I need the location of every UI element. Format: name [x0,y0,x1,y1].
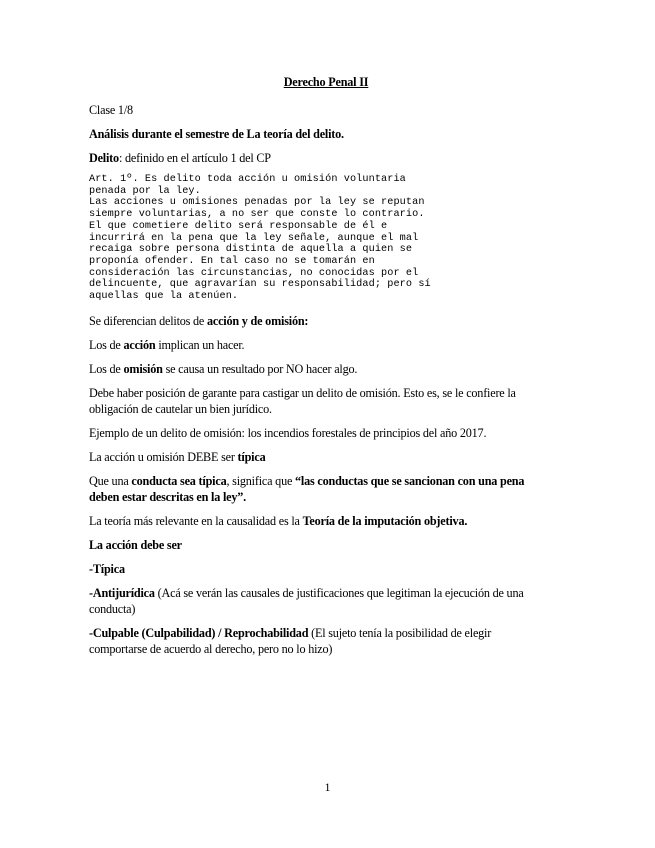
requirement-antijuridica-bold: -Antijurídica [89,585,155,600]
accion-pre: Los de [89,337,124,352]
imputacion-pre: La teoría más relevante en la causalidad es la [89,513,303,528]
analysis-heading [89,126,549,142]
tipica-bold: típica [237,449,266,464]
accion-post: implican un hacer. [155,337,245,352]
page-number: 1 [324,780,331,794]
omision-post: se causa un resultado por NO hacer algo. [162,361,358,376]
requirement-culpable [89,625,549,657]
conducta-pre: Que una [89,473,132,488]
conducta-mid: , significa que [226,473,296,488]
analysis-heading-text: Análisis durante el semestre de La teoría del delito. [89,127,344,141]
imputacion-bold: Teoría de la imputación objetiva. [302,513,468,528]
class-label: Clase 1/8 [89,103,133,117]
garante-paragraph: Debe haber posición de garante para castigar un delito de omisión. Esto es, se le confiere la obligación de cautelar un bien jurídico. [89,385,516,416]
accion-bold: acción [123,337,156,352]
article-quote: Art. 1º. Es delito toda acción u omisión voluntaria penada por la ley. Las acciones u omisiones penadas por la ley se reputan siempre voluntarias, a no ser que conste lo contrario. El que cometiere delito será responsable de él e incurrirá en la pena que la ley señale, aunque el mal recaiga sobre persona distinta de aquella a quien se proponía ofender. En tal caso no se tomarán en consideración las circunstancias, no conocidas por el delincuente, que agravarían su responsabilidad; pero sí aquellas que la atenúen. [89,174,431,303]
requirement-antijuridica [89,585,549,617]
delito-definition [89,150,549,166]
conducta-bold1: conducta sea típica [131,473,227,488]
tipica-pre: La acción u omisión DEBE ser [89,449,238,464]
requirement-culpable-text: (El sujeto tenía la posibilidad de elegir comportarse de acuerdo al derecho, pero no lo hizo) [89,625,492,656]
conducta-bold2: “las conductas que se sancionan con una pena deben estar descritas en la ley”. [89,473,525,504]
requirement-culpable-bold: -Culpable (Culpabilidad) / Reprochabilidad [89,625,309,640]
page-title: Derecho Penal II [283,75,369,89]
imputacion-line [89,513,549,529]
diferencian-bold: acción y de omisión: [206,313,309,328]
omision-line [89,361,549,377]
requirement-tipica [89,561,549,577]
delito-definition-text: : definido en el artículo 1 del CP [118,151,271,165]
accion-debe-ser-heading [89,537,549,553]
accion-debe-ser-text: La acción debe ser [89,537,182,552]
omision-bold: omisión [123,361,163,376]
page-content [89,70,549,665]
ejemplo-paragraph: Ejemplo de un delito de omisión: los incendios forestales de principios del año 2017. [89,425,487,440]
accion-line [89,337,549,353]
diferencian-text: Se diferencian delitos de [89,313,207,328]
omision-pre: Los de [89,361,124,376]
tipica-line [89,449,549,465]
diferencian-line [89,313,549,329]
delito-term: Delito [89,151,119,165]
conducta-paragraph [89,473,549,505]
requirement-antijuridica-text: (Acá se verán las causales de justificaciones que legitiman la ejecución de una conducta) [89,585,524,616]
requirement-tipica-text: -Típica [89,561,125,576]
